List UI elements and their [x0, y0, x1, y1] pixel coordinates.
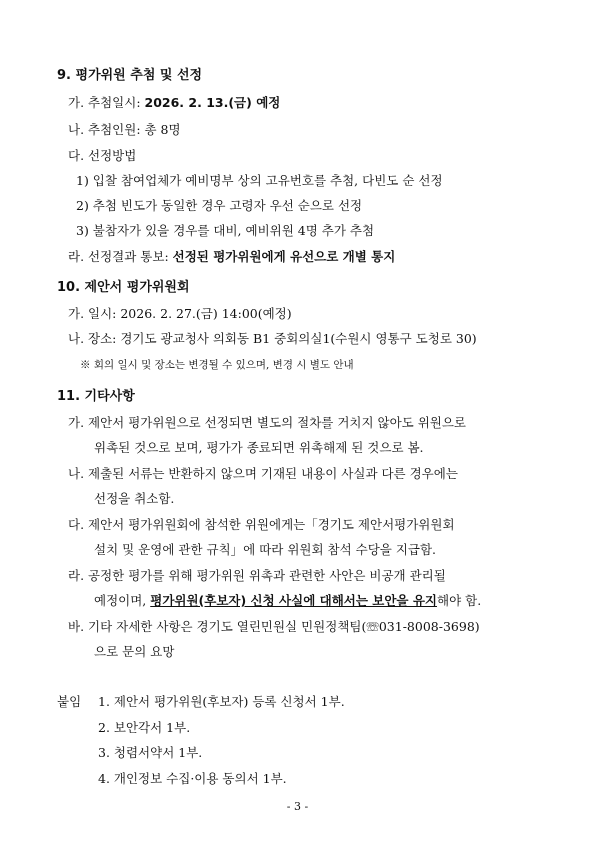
committee-place-line: 나. 장소: 경기도 광교청사 의회동 B1 중회의실1(수원시 영통구 도청로 30) — [68, 331, 477, 346]
attachment-item-1: 1. 제안서 평가위원(후보자) 등록 신청서 1부. — [98, 694, 345, 709]
section-11-heading: 11. 기타사항 — [57, 389, 135, 404]
misc-item-ra-2 — [94, 593, 481, 609]
attachment-item-4: 4. 개인정보 수집·이용 동의서 1부. — [98, 771, 287, 786]
draw-count-line: 나. 추첨인원: 총 8명 — [68, 122, 181, 137]
committee-note: ※ 회의 일시 및 장소는 변경될 수 있으며, 변경 시 별도 안내 — [80, 359, 354, 371]
method-item-1: 1) 입찰 참여업체가 예비명부 상의 고유번호를 추첨, 다빈도 순 선정 — [76, 173, 443, 188]
misc-item-ra-1: 라. 공정한 평가를 위해 평가위원 위촉과 관련한 사안은 비공개 관리될 — [68, 568, 446, 583]
attachments-label: 붙임 — [57, 694, 82, 709]
result-notice-value: 선정된 평가위원에게 유선으로 개별 통지 — [172, 249, 396, 264]
misc-item-ga-1: 가. 제안서 평가위원으로 선정되면 별도의 절차를 거치지 않아도 위원으로 — [68, 415, 467, 430]
method-item-2: 2) 추첨 빈도가 동일한 경우 고령자 우선 순으로 선정 — [76, 198, 363, 213]
security-notice: 평가위원(후보자) 신청 사실에 대해서는 보안을 유지 — [150, 593, 438, 608]
misc-item-ga-2: 위촉된 것으로 보며, 평가가 종료되면 위촉해제 된 것으로 봄. — [94, 440, 424, 455]
draw-date-line — [68, 95, 280, 111]
ra-2-prefix: 예정이며, — [94, 593, 151, 608]
ra-2-suffix: 해야 함. — [437, 593, 482, 608]
misc-item-ba-1: 바. 기타 자세한 사항은 경기도 열린민원실 민원정책팀(☏031-8008-3698) — [68, 619, 480, 634]
attachment-item-2: 2. 보안각서 1부. — [98, 720, 191, 735]
attachment-item-3: 3. 청렴서약서 1부. — [98, 745, 203, 760]
section-9-heading: 9. 평가위원 추첨 및 선정 — [57, 68, 203, 83]
misc-item-da-1: 다. 제안서 평가위원회에 참석한 위원에게는「경기도 제안서평가위원회 — [68, 517, 455, 532]
result-notice-line — [68, 249, 395, 265]
page-number: - 3 - — [286, 800, 309, 813]
section-10-heading: 10. 제안서 평가위원회 — [57, 280, 190, 295]
selection-method-line: 다. 선정방법 — [68, 148, 137, 163]
misc-item-ba-2: 으로 문의 요망 — [94, 644, 175, 659]
method-item-3: 3) 불참자가 있을 경우를 대비, 예비위원 4명 추가 추첨 — [76, 223, 375, 238]
draw-date-label: 가. 추첨일시: — [68, 95, 145, 110]
misc-item-na-1: 나. 제출된 서류는 반환하지 않으며 기재된 내용이 사실과 다른 경우에는 — [68, 466, 458, 481]
draw-date-value: 2026. 2. 13.(금) 예정 — [144, 95, 281, 110]
result-notice-label: 라. 선정결과 통보: — [68, 249, 173, 264]
committee-date-line: 가. 일시: 2026. 2. 27.(금) 14:00(예정) — [68, 306, 292, 321]
misc-item-na-2: 선정을 취소함. — [94, 491, 175, 506]
misc-item-da-2: 설치 및 운영에 관한 규칙」에 따라 위원회 참석 수당을 지급함. — [94, 542, 437, 557]
